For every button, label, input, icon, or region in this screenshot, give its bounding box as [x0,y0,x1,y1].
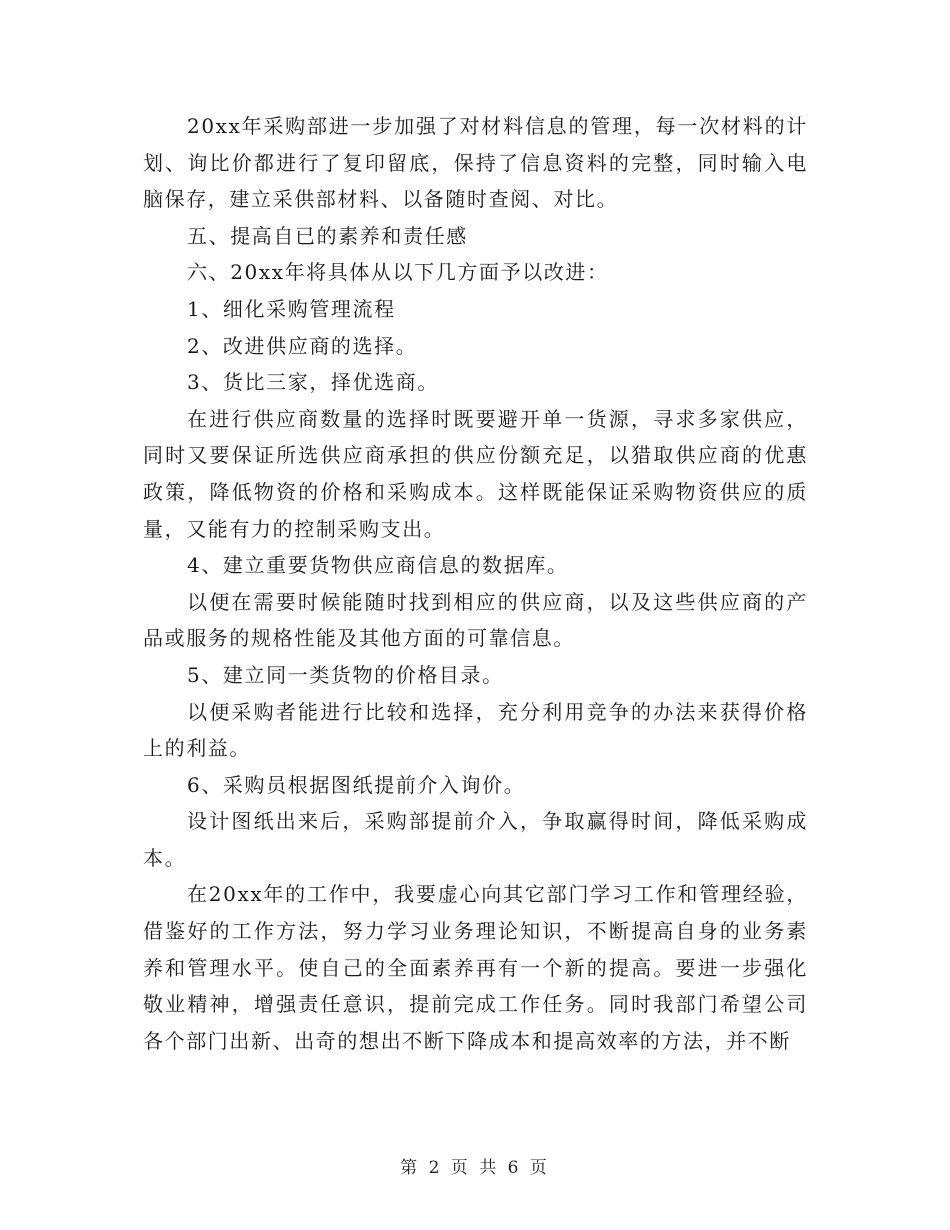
paragraph: 20xx年采购部进一步加强了对材料信息的管理，每一次材料的计划、询比价都进行了复印留底，保持了信息资料的完整，同时输入电脑保存，建立采供部材料、以备随时查阅、对比。 [143,114,808,212]
list-item: 6、采购员根据图纸提前介入询价。 [187,772,526,797]
document-body [143,108,808,1059]
list-item: 3、货比三家，择优选商。 [187,370,439,395]
section-heading: 六、20xx年将具体从以下几方面予以改进： [187,260,609,285]
paragraph: 以便在需要时候能随时找到相应的供应商，以及这些供应商的产品或服务的规格性能及其他方面的可靠信息。 [143,589,808,651]
page-number-footer: 第 2 页 共 6 页 [400,1158,550,1178]
paragraph: 在20xx年的工作中，我要虚心向其它部门学习工作和管理经验，借鉴好的工作方法，努力学习业务理论知识，不断提高自身的业务素养和管理水平。使自己的全面素养再有一个新的提高。要进一步强化敬业精神，增强责任意识，提前完成工作任务。同时我部门希望公司各个部门出新、出奇的想出不断下降成本和提高效率的方法，并不断 [143,882,808,1053]
list-item: 1、细化采购管理流程 [187,296,396,321]
section-heading: 五、提高自已的素养和责任感 [187,223,468,248]
list-item: 2、改进供应商的选择。 [187,333,418,358]
paragraph: 以便采购者能进行比较和选择，充分利用竞争的办法来获得价格上的利益。 [143,699,808,761]
list-item: 4、建立重要货物供应商信息的数据库。 [187,553,569,578]
list-item: 5、建立同一类货物的价格目录。 [187,662,504,687]
paragraph: 在进行供应商数量的选择时既要避开单一货源，寻求多家供应，同时又要保证所选供应商承担的供应份额充足，以猎取供应商的优惠政策，降低物资的价格和采购成本。这样既能保证采购物资供应的质量，又能有力的控制采购支出。 [143,406,808,541]
paragraph: 设计图纸出来后，采购部提前介入，争取赢得时间，降低采购成本。 [143,809,808,870]
